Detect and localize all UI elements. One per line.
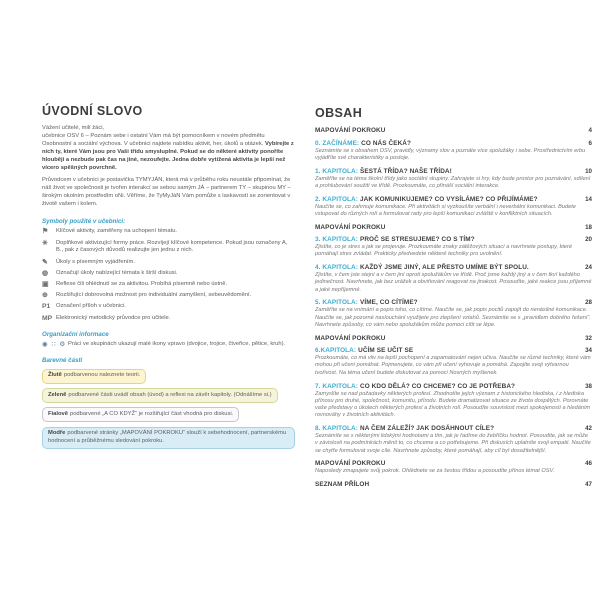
blue-box <box>42 427 295 450</box>
toc-entry-heading <box>315 264 592 271</box>
toc-entry-description: Seznámíte se s některými lidskými hodnotami a tím, jak je řadíme do žebříčku hodnot. Posoudíte, jak se může v závislosti na podmínkách měnit to, co chceme a co potřebujeme. Při diskusích uplatníte svoji empatii. Naučíte se chytře formulovat svoje cíle. Navrhnete způsoby, které pomáhají, aby cíl byl dosažitelnější. <box>315 433 591 454</box>
organization-row <box>42 340 295 348</box>
intro-paragraph-2: Průvodcem v učebnici je postavička TYMYJÁN, která má v průběhu roku neustále připomínat, že náš život ve společnosti je tvořen interakcí se sebou samým JÁ – partnerem TY – skupinou MY – širokým okolním prostředím oNi. Věříme, že TyMyJáN Vám pomůže s laskavostí se zorientovat v životě vašem i kolem. <box>42 176 291 207</box>
toc-entry <box>315 383 592 420</box>
toc-entry-heading <box>315 460 592 467</box>
toc-chapter-prefix: 4. KAPITOLA: <box>315 264 358 272</box>
toc-entry-title <box>315 236 475 243</box>
toc-entry-title <box>315 299 418 306</box>
toc-entry-description: Zaměříte se na téma školní třídy jako sociální skupiny. Zahrajete si hry, kdy bude prostor pro poznávání, sdílení a prohlubování soužití ve třídě. Prozkoumáte, co přináší sociální interakce. <box>315 175 591 189</box>
toc-page-number: 47 <box>585 481 592 489</box>
colored-boxes <box>42 369 295 450</box>
pencil-icon: ✎ <box>42 258 48 266</box>
toc-entry <box>315 236 592 259</box>
toc-chapter-name: KAŽDÝ JSME JINÝ, ALE PŘESTO UMÍME BÝT SPOLU. <box>359 264 529 272</box>
page-title-obsah: OBSAH <box>315 106 363 120</box>
toc-chapter-prefix: 7. KAPITOLA: <box>315 382 358 390</box>
page-title-uvodni-slovo: ÚVODNÍ SLOVO <box>42 104 143 118</box>
symbol-description: Úkoly s písemným vyjádřením. <box>56 258 135 265</box>
toc-entry-description: Seznámíte se s obsahem OSV, pravidly, významy slov a poznáte více spolužáky i sebe. Prostřednictvím erbu vyjádříte své charakteristiky a postoje. <box>315 147 586 161</box>
toc-entry-description: Naučíte se, co zahrnuje komunikace. Při aktivitách si vyzkoušíte verbální i neverbální komunikaci. Budete vstupovat do různých rolí a formulovat rady pro lepší komunikaci zvláště v konfliktních situacích. <box>315 203 576 217</box>
toc-entry-title <box>315 425 494 432</box>
symbol-description: Označení příloh v učebnici. <box>56 303 126 310</box>
toc-chapter-name: UČÍM SE UČIT SE <box>358 347 414 355</box>
attachment-p1-label: P1 <box>42 303 51 311</box>
symbol-item <box>42 292 295 300</box>
symbols-heading: Symboly použité v učebnici: <box>42 217 126 225</box>
toc-entry <box>315 481 592 488</box>
toc-chapter-name: MAPOVÁNÍ POKROKU <box>315 223 386 231</box>
toc-entry-description: Prozkoumáte, co má vliv na lepší pochopení a zapamatování nejen učiva. Naučíte se různé techniky, které vám mohou při učení pomáhat. Pojmenujete, co vám při učení vyhovuje a pomáhá. Zapojíte svoji výtvarnou tvořivost. Na téma učení budete diskutovat za pomoci Nosných myšlenek. <box>315 355 591 376</box>
toc-entry <box>315 196 592 219</box>
green-box <box>42 388 278 403</box>
symbol-item <box>42 228 295 236</box>
toc-entry-description: Naposledy zmapujete svůj pokrok. Ohlédnete se za šestou třídou a posoudíte přínos témat OSV. <box>315 468 555 475</box>
toc-chapter-prefix: 5. KAPITOLA: <box>315 299 358 307</box>
symbol-item <box>42 281 295 289</box>
toc-page <box>315 106 592 488</box>
toc-chapter-name: MAPOVÁNÍ POKROKU <box>315 460 386 468</box>
toc-entry-title <box>315 383 515 390</box>
symbol-description: Reflexe čili ohlédnutí se za aktivitou. Probíhá písemně nebo ústně. <box>56 281 228 288</box>
toc-list <box>315 127 592 488</box>
toc-entry-title <box>315 168 452 175</box>
toc-page-number: 6 <box>588 139 592 147</box>
toc-chapter-name: SEZNAM PŘÍLOH <box>315 481 370 489</box>
discussion-bubble-icon: ◍ <box>42 269 48 277</box>
toc-entry-description: Zjistíte, v čem jste stejní a v čem jiní oproti spolužákům ve třídě. Proč jsme každý jiný a v čem tkví každého jedinečnost. Navrhnete, jak bez urážek a obviňování reagovat na jinakost. Posoudíte, jaké reakce jsou příjemné a jaké nepříjemné. <box>315 272 592 293</box>
toc-entry-heading <box>315 347 592 354</box>
toc-page-number: 32 <box>585 334 592 342</box>
toc-entry-heading <box>315 383 592 390</box>
methodology-mp-label: MP <box>42 314 53 322</box>
toc-chapter-name: ŠESTÁ TŘÍDA? NAŠE TŘÍDA! <box>359 167 452 175</box>
toc-page-number: 4 <box>588 127 592 134</box>
toc-entry <box>315 127 592 134</box>
toc-page-number: 24 <box>585 264 592 272</box>
toc-chapter-name: JAK KOMUNIKUJEME? CO VYSÍLÁME? CO PŘIJÍMÁME? <box>359 195 538 203</box>
toc-chapter-name: NA ČEM ZÁLEŽÍ? JAK DOSÁHNOUT CÍLE? <box>359 425 495 433</box>
color-box-text: podbarvené „A CO KDYŽ“ je rozšiřující část vhodná pro diskusi. <box>69 410 234 417</box>
symbol-description: Elektronický metodický průvodce pro učitele. <box>56 314 171 321</box>
intro-text: učebnice OSV 6 – Poznám sebe i ostatní Vám má být pomocníkem v novém předmětu Osobnostní a sociální výchova. V učebnici najdete nabídku aktivit, her, úkolů a otázek. <box>42 132 265 147</box>
toc-chapter-prefix: 8. KAPITOLA: <box>315 425 358 433</box>
toc-chapter-name: MAPOVÁNÍ POKROKU <box>315 334 386 342</box>
symbol-item <box>42 303 295 311</box>
toc-page-number: 20 <box>585 236 592 244</box>
florette-icon: ✳ <box>42 239 48 247</box>
toc-chapter-prefix: 2. KAPITOLA: <box>315 195 358 203</box>
toc-entry <box>315 140 592 163</box>
toc-entry <box>315 347 592 377</box>
yellow-box <box>42 369 146 384</box>
toc-entry-heading <box>315 168 592 175</box>
toc-entry <box>315 264 592 294</box>
toc-entry-heading <box>315 335 592 342</box>
toc-chapter-name: CO NÁS ČEKÁ? <box>361 139 412 147</box>
color-box-text: podbarvené stránky „MAPOVÁNÍ POKROKU“ slouží k sebehodnocení, partnerskému hodnocení a průběžnému sledování pokroku. <box>48 430 287 445</box>
toc-page-number: 18 <box>585 223 592 231</box>
toc-entry <box>315 425 592 455</box>
toc-page-number: 10 <box>585 167 592 175</box>
toc-entry-title <box>315 140 411 147</box>
toc-chapter-prefix: 6.KAPITOLA: <box>315 347 357 355</box>
toc-entry <box>315 460 592 475</box>
toc-entry-title <box>315 196 538 203</box>
organization-text: Práci ve skupinách ukazují malé ikony vpravo (dvojice, trojice, čtveřice, pětice, kruh). <box>68 340 286 347</box>
symbol-item <box>42 270 295 278</box>
toc-entry-title <box>315 264 529 271</box>
color-lead-word: Žlutě <box>48 372 62 379</box>
toc-entry-heading <box>315 236 592 243</box>
toc-entry-title <box>315 127 385 134</box>
toc-chapter-prefix: 0. ZAČÍNÁME: <box>315 139 360 147</box>
toc-chapter-prefix: 1. KAPITOLA: <box>315 167 358 175</box>
color-box-text: podbarvenou naleznete teorii. <box>63 372 141 379</box>
reflection-square-icon: ▣ <box>42 281 49 289</box>
salutation: Vážení učitelé, milí žáci, <box>42 125 105 131</box>
toc-page-number: 34 <box>585 347 592 355</box>
toc-entry-heading <box>315 425 592 432</box>
toc-page-number: 28 <box>585 299 592 307</box>
toc-page-number: 14 <box>585 195 592 203</box>
toc-entry-title <box>315 460 385 467</box>
group-size-icons: ◉ ∷ ⚙ <box>42 341 67 349</box>
toc-entry <box>315 168 592 191</box>
plus-circle-icon: ⊕ <box>42 292 48 300</box>
color-lead-word: Zeleně <box>48 391 67 398</box>
symbol-description: Klíčové aktivity, zaměřeny na uchopení tématu. <box>56 228 178 235</box>
toc-page-number: 38 <box>585 382 592 390</box>
toc-chapter-name: PROČ SE STRESUJEME? CO S TÍM? <box>359 236 475 244</box>
symbol-description: Rozšiřující dobrovolná možnost pro individuální zamyšlení, sebeuvědomění. <box>56 292 252 299</box>
toc-entry-heading <box>315 127 592 134</box>
toc-page-number: 42 <box>585 425 592 433</box>
flag-icon: ⚑ <box>42 228 49 236</box>
purple-box <box>42 407 239 422</box>
symbols-list <box>42 228 295 322</box>
intro-text-bold: Vybírejte z nich ty, které Vám jsou pro Vaši třídu smysluplné. Pokud se do některé aktivity ponoříte hlouběji a nezbude pak čas na jiné, nezoufejte. Jedna dobře vytížená aktivita je lepší než vícero spěšných povrchně. <box>42 140 294 171</box>
toc-chapter-name: CO KDO DĚLÁ? CO CHCEME? CO JE POTŘEBA? <box>359 382 516 390</box>
toc-entry-title <box>315 335 385 342</box>
toc-chapter-prefix: 3. KAPITOLA: <box>315 236 358 244</box>
toc-entry-heading <box>315 140 592 147</box>
symbol-item <box>42 315 295 323</box>
colored-parts-heading: Barevné části <box>42 357 83 365</box>
symbol-item <box>42 259 295 267</box>
toc-entry-heading <box>315 196 592 203</box>
symbol-description: Označují úkoly nabízející témata k širší diskusi. <box>56 269 178 276</box>
color-lead-word: Modře <box>48 430 66 437</box>
toc-entry <box>315 299 592 329</box>
toc-entry-description: Zaměříte se na vnímání a popis toho, co cítíme. Naučíte se, jak popis pocitů zapojit do nenásilné komunikace. Naučíte se, jak pozorné naslouchání využijete pro zlepšení vztahů. Seznámíte se s „pravidlem dobrého řešení“. Navrhnete způsoby, co vám nebo spolužákům může pomoci cítit se lépe. <box>315 307 591 328</box>
toc-entry-title <box>315 224 385 231</box>
toc-entry-description: Zamyslíte se nad požadavky některých profesí. Zhodnotíte jejich význam z historického hlediska, i z hlediska přínosu pro druhé, společnost, komunitu, přírodu. Budete dramatizovat situace ze života dospělých. Porovnáte vaše představy o úkolech některých profesí a životních rolí. Posoudíte souvislost mezi spokojeností a hledáním rovnováhy v životních aktivitách. <box>315 390 591 419</box>
toc-entry <box>315 224 592 231</box>
color-box-text: podbarvené části uvádí obsah (úvod) a reflexi na závěr kapitoly. (Odnášíme si.) <box>68 391 272 398</box>
toc-entry-heading <box>315 224 592 231</box>
toc-page-number: 46 <box>585 460 592 468</box>
symbol-description: Doplňkové aktivizující formy práce. Rozvíjejí klíčové kompetence. Pokud jsou označeny A, B., pak z časových důvodů realizujte jen jednu z nich. <box>56 239 288 254</box>
toc-entry-title <box>315 347 413 354</box>
toc-chapter-name: VÍME, CO CÍTÍME? <box>359 299 418 307</box>
toc-entry-heading <box>315 481 592 488</box>
intro-paragraph-1 <box>42 125 295 173</box>
toc-chapter-name: MAPOVÁNÍ POKROKU <box>315 127 386 134</box>
intro-page <box>42 104 295 449</box>
toc-entry <box>315 335 592 342</box>
toc-entry-title <box>315 481 369 488</box>
toc-entry-description: Zjistíte, co je stres a jak se projevuje. Prozkoumáte znaky zátěžových situací a navrhnete postupy, které pomáhají stres zvládat. Prakticky předvedete některé techniky pro uvolnění. <box>315 244 573 258</box>
toc-entry-heading <box>315 299 592 306</box>
organization-heading: Organizační informace <box>42 331 109 339</box>
color-lead-word: Fialově <box>48 410 68 417</box>
symbol-item <box>42 240 295 255</box>
